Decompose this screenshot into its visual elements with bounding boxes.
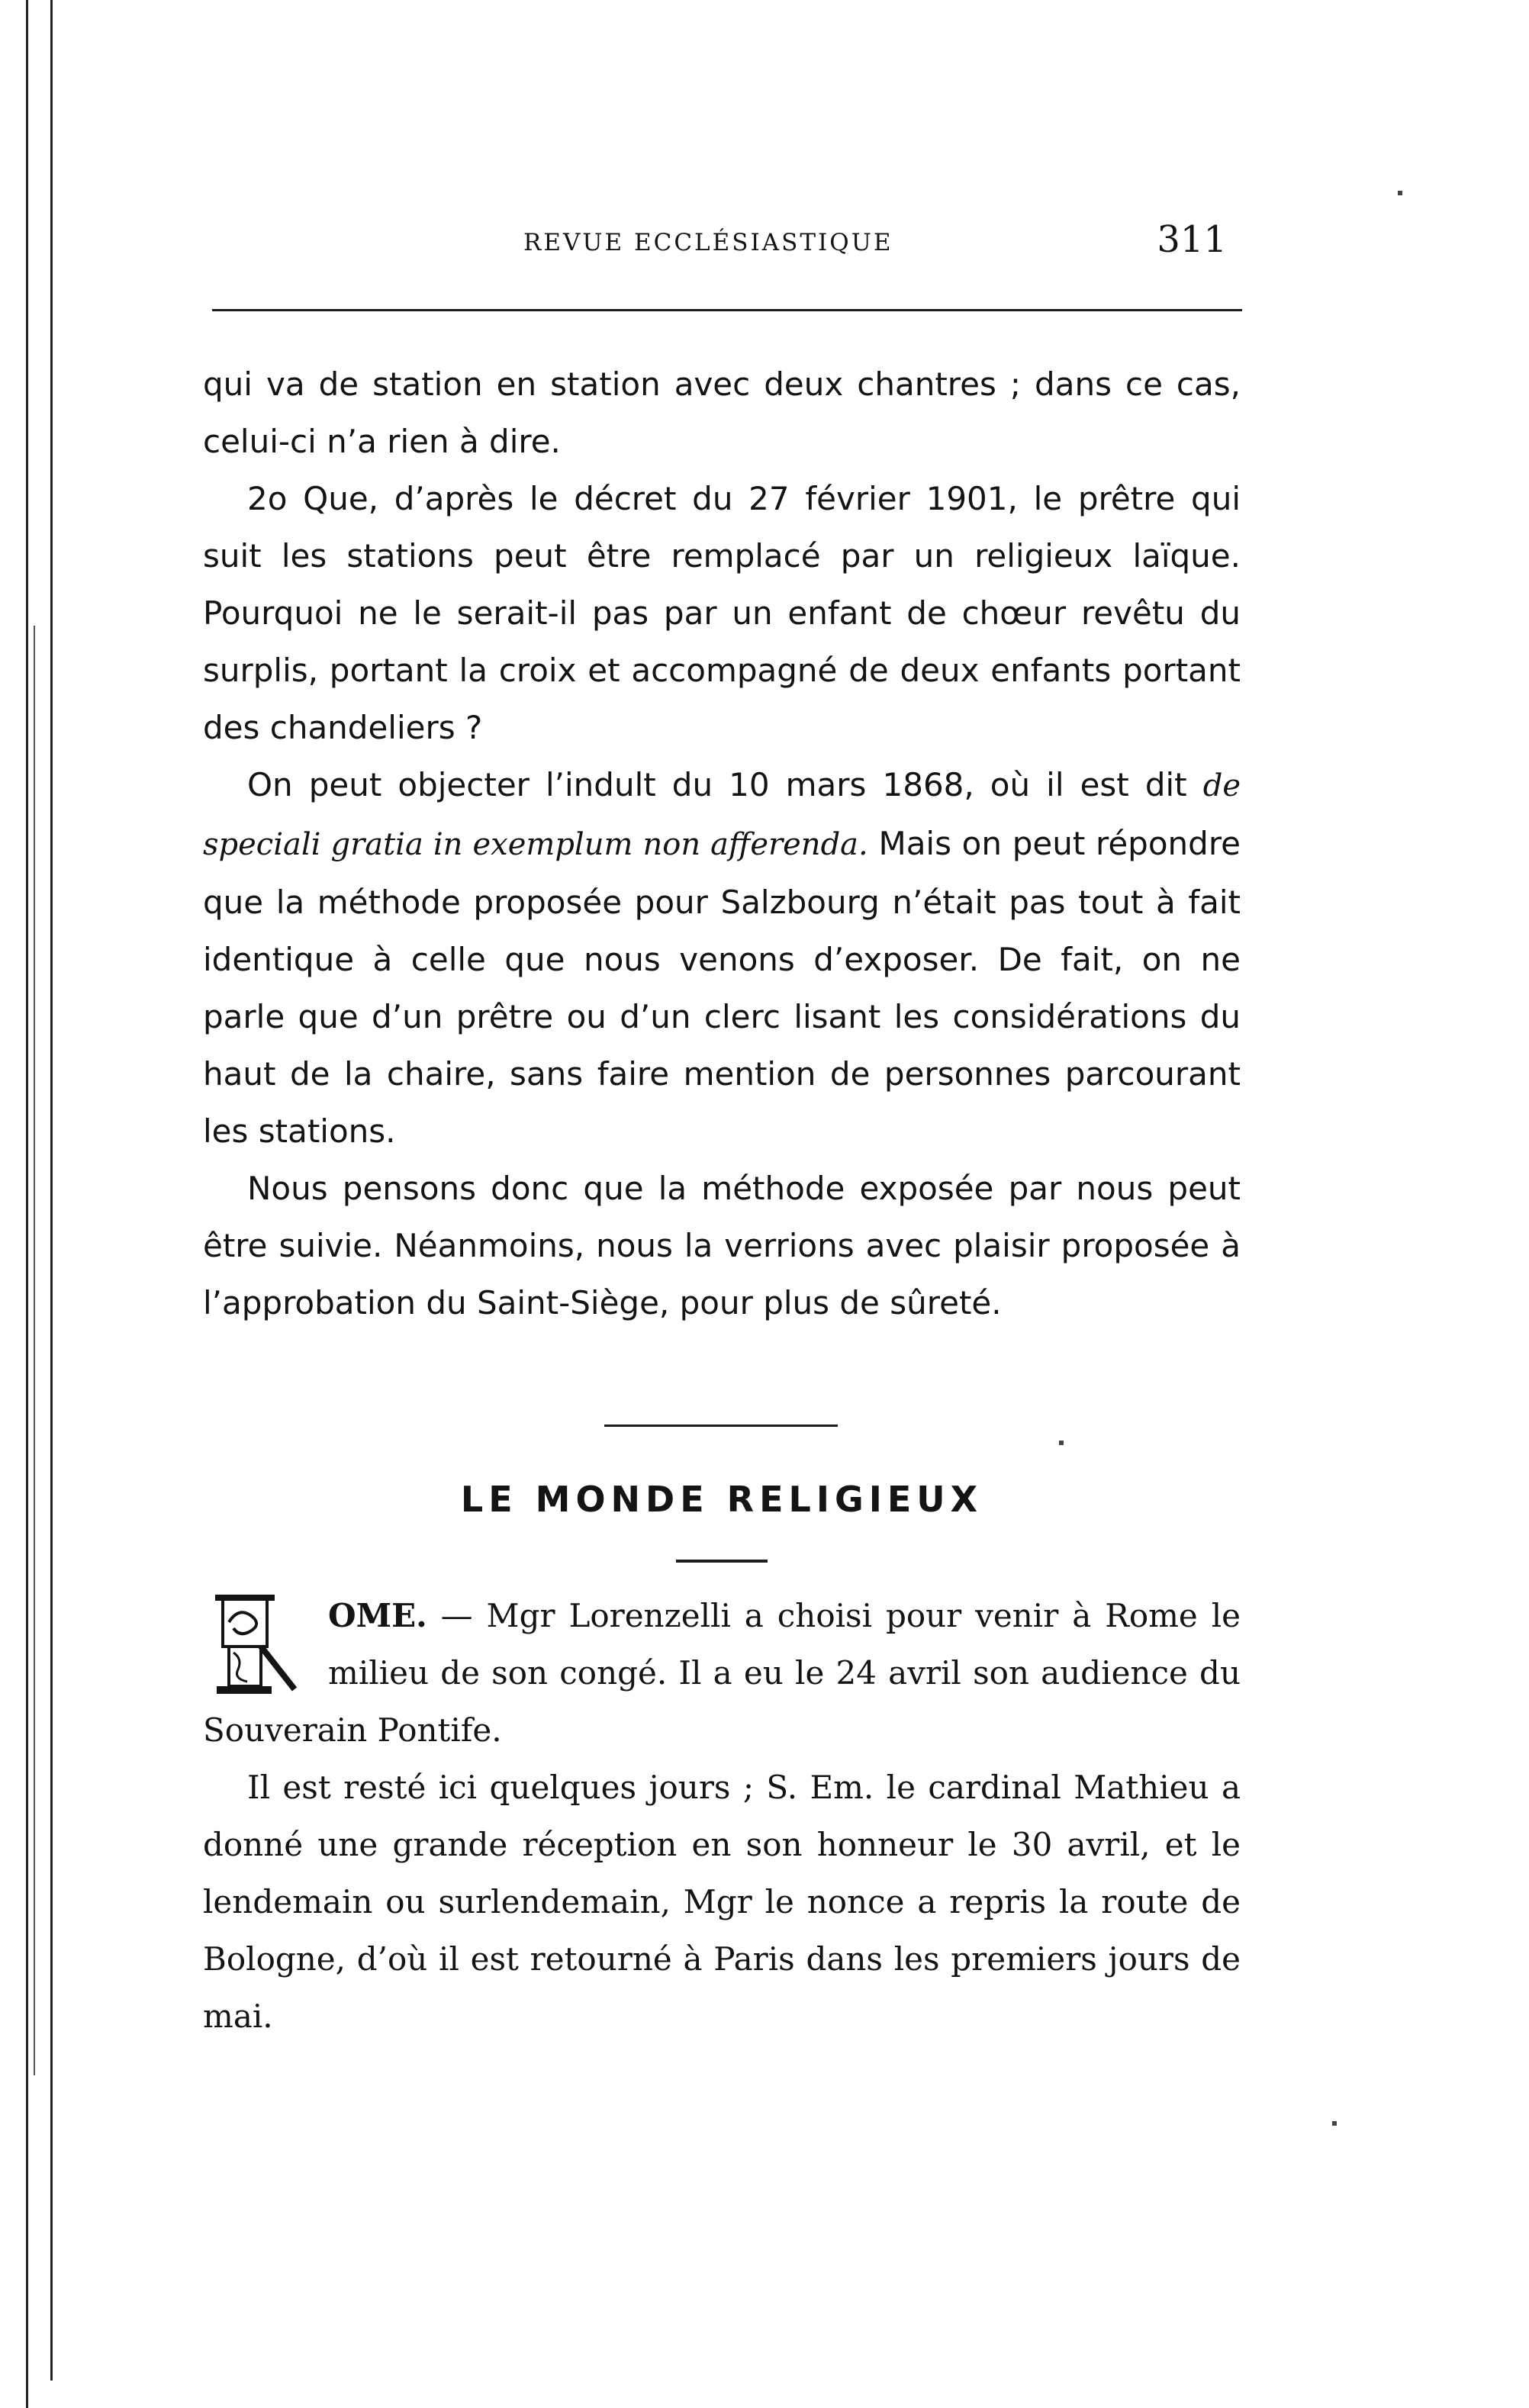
paragraph [203, 1587, 1241, 1759]
print-speck [1059, 1441, 1064, 1445]
print-speck [1332, 2121, 1337, 2126]
header-rule [212, 309, 1242, 311]
section-text [203, 1587, 1241, 2045]
latin-quote: de speciali gratia in exemplum non afferenda. [203, 768, 1241, 862]
binding-edge-line [34, 626, 35, 2075]
page-header [203, 218, 1241, 272]
section-title: LE MONDE RELIGIEUX [460, 1479, 983, 1520]
main-text [203, 356, 1241, 1331]
print-speck [1398, 191, 1402, 195]
paragraph: qui va de station en station avec deux chantres ; dans ce cas, celui-ci n’a rien à dire. [203, 365, 1241, 460]
paragraph: 2o Que, d’après le décret du 27 février 1901, le prêtre qui suit les stations peut être remplacé par un religieux laïque. Pourquoi ne le serait-il pas par un enfant de chœur revêtu du surplis, portant la croix et accompagné de deux enfants portant des chandeliers ? [203, 480, 1241, 746]
paragraph [203, 756, 1241, 1160]
paragraph: Nous pensons donc que la méthode exposée par nous peut être suivie. Néanmoins, nous la verrions avec plaisir proposée à l’approbation du Saint-Siège, pour plus de sûreté. [203, 1170, 1241, 1322]
ornamental-dropcap-icon [203, 1592, 317, 1698]
paragraph: Il est resté ici quelques jours ; S. Em. le cardinal Mathieu a donné une grande réception en son honneur le 30 avril, et le lendemain ou surlendemain, Mgr le nonce a repris la route de Bologne, d’où il est retourné à Paris dans les premiers jours de mai. [203, 1769, 1241, 2035]
page-number: 311 [1157, 218, 1227, 261]
binding-edge-line [26, 0, 28, 2408]
running-head: REVUE ECCLÉSIASTIQUE [523, 229, 893, 256]
title-rule [676, 1560, 768, 1563]
lead-word: OME. [328, 1597, 427, 1634]
paragraph-text: — Mgr Lorenzelli a choisi pour venir à Rome le milieu de son congé. Il a eu le 24 avril son audience du Souverain Pontife. [203, 1597, 1241, 1749]
paragraph-text: On peut objecter l’indult du 10 mars 1868, où il est dit [247, 766, 1187, 803]
binding-edge-line [50, 0, 53, 2381]
paragraph-text: Mais on peut répondre que la méthode proposée pour Salzbourg n’était pas tout à fait identique à celle que nous venons d’exposer. De fait, on ne parle que d’un prêtre ou d’un clerc lisant les considérations du haut de la chaire, sans faire mention de personnes parcourant les stations. [203, 825, 1241, 1150]
separator-rule [604, 1425, 838, 1427]
